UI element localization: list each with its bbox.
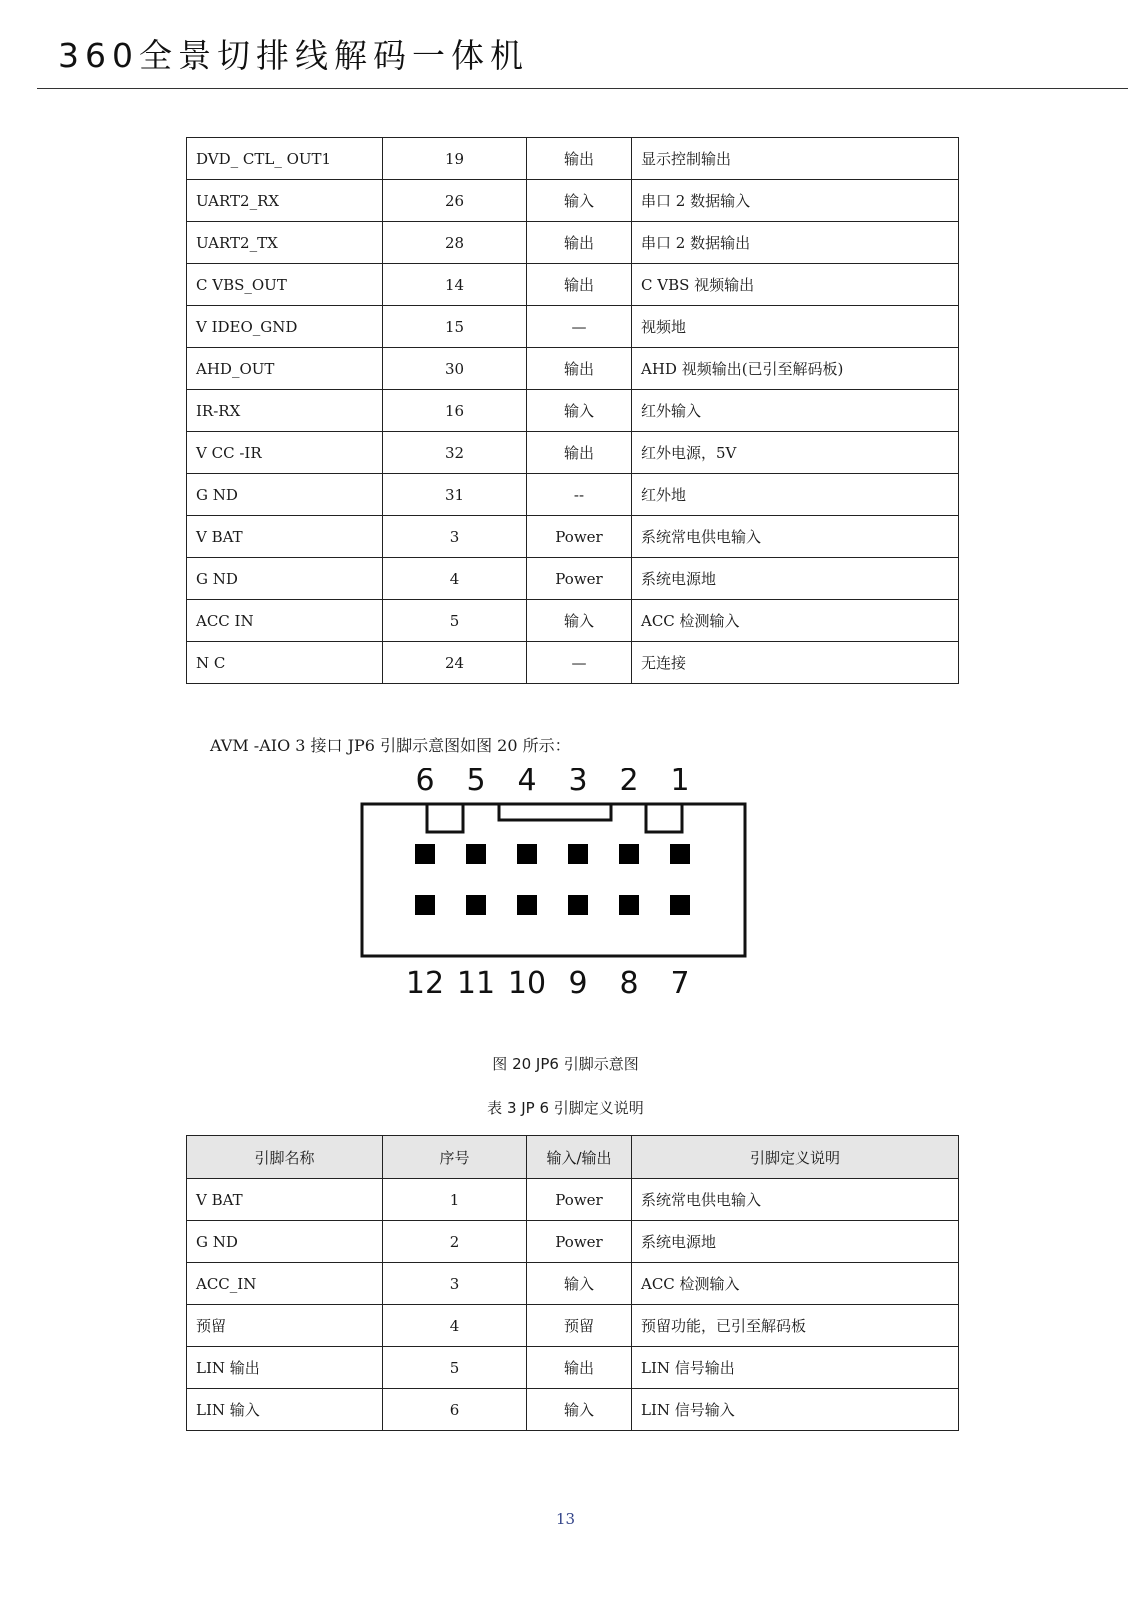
pin-name-cell: V BAT: [187, 1179, 383, 1221]
table-row: [187, 348, 959, 390]
io-cell: 输入: [527, 600, 632, 642]
pin-table-body: [187, 138, 959, 684]
io-cell: —: [527, 642, 632, 684]
pin-number-label: 8: [619, 966, 639, 1001]
table-row: [187, 180, 959, 222]
table-row: [187, 1179, 959, 1221]
pin-number-cell: 32: [383, 432, 527, 474]
pin-number-cell: 30: [383, 348, 527, 390]
pin-contact-2: [619, 844, 639, 864]
pin-number-cell: 31: [383, 474, 527, 516]
io-cell: Power: [527, 558, 632, 600]
header-divider: [37, 88, 1128, 89]
pin-number-cell: 14: [383, 264, 527, 306]
pin-number-label: 4: [517, 768, 537, 798]
pin-name-cell: G ND: [187, 558, 383, 600]
pin-table-body: [187, 1179, 959, 1431]
header-pin-number: 序号: [383, 1136, 527, 1179]
connector-key-left: [427, 804, 463, 832]
pin-contact-7: [670, 895, 690, 915]
pin-name-cell: V IDEO_GND: [187, 306, 383, 348]
pin-number-cell: 1: [383, 1179, 527, 1221]
pin-name-cell: G ND: [187, 1221, 383, 1263]
io-cell: —: [527, 306, 632, 348]
description-cell: C VBS 视频输出: [632, 264, 959, 306]
table-row: [187, 558, 959, 600]
io-cell: 输入: [527, 1389, 632, 1431]
pin-name-cell: DVD_ CTL_ OUT1: [187, 138, 383, 180]
pin-number-cell: 2: [383, 1221, 527, 1263]
io-cell: Power: [527, 1221, 632, 1263]
description-cell: AHD 视频输出(已引至解码板): [632, 348, 959, 390]
description-cell: 系统常电供电输入: [632, 1179, 959, 1221]
pin-number-cell: 5: [383, 600, 527, 642]
table-row: [187, 1263, 959, 1305]
io-cell: 输出: [527, 1347, 632, 1389]
pin-contact-8: [619, 895, 639, 915]
pin-name-cell: 预留: [187, 1305, 383, 1347]
pin-number-cell: 26: [383, 180, 527, 222]
table-row: [187, 516, 959, 558]
description-cell: LIN 信号输入: [632, 1389, 959, 1431]
description-cell: 视频地: [632, 306, 959, 348]
description-cell: 红外电源，5V: [632, 432, 959, 474]
pin-contact-5: [466, 844, 486, 864]
io-cell: 输出: [527, 432, 632, 474]
pin-number-cell: 24: [383, 642, 527, 684]
description-cell: 红外地: [632, 474, 959, 516]
table-row: [187, 1305, 959, 1347]
description-cell: ACC 检测输入: [632, 1263, 959, 1305]
pin-number-label: 12: [405, 966, 445, 1001]
io-cell: Power: [527, 516, 632, 558]
io-cell: --: [527, 474, 632, 516]
pin-number-label: 7: [670, 966, 690, 1001]
description-cell: 串口 2 数据输入: [632, 180, 959, 222]
header-description: 引脚定义说明: [632, 1136, 959, 1179]
connector-key-center: [499, 804, 611, 820]
pin-name-cell: ACC_IN: [187, 1263, 383, 1305]
jp6-connector-diagram: [360, 768, 760, 1013]
header-io: 输入/输出: [527, 1136, 632, 1179]
table-header-row: [187, 1136, 959, 1179]
description-cell: 显示控制输出: [632, 138, 959, 180]
pin-number-label: 5: [466, 768, 486, 798]
table-row: [187, 474, 959, 516]
table-row: [187, 222, 959, 264]
pin-number-cell: 28: [383, 222, 527, 264]
description-cell: 系统常电供电输入: [632, 516, 959, 558]
table-row: [187, 306, 959, 348]
table-row: [187, 1347, 959, 1389]
table-row: [187, 138, 959, 180]
pin-number-label: 3: [568, 768, 588, 798]
description-cell: 串口 2 数据输出: [632, 222, 959, 264]
io-cell: 预留: [527, 1305, 632, 1347]
pin-number-label: 6: [415, 768, 435, 798]
pin-number-cell: 4: [383, 1305, 527, 1347]
page-header-title: 360全景切排线解码一体机: [58, 36, 529, 75]
pin-number-label: 2: [619, 768, 639, 798]
pin-number-cell: 15: [383, 306, 527, 348]
table-row: [187, 600, 959, 642]
table-row: [187, 264, 959, 306]
pin-name-cell: V BAT: [187, 516, 383, 558]
pin-number-label: 11: [456, 966, 496, 1001]
pin-name-cell: ACC IN: [187, 600, 383, 642]
pin-contact-1: [670, 844, 690, 864]
description-cell: LIN 信号输出: [632, 1347, 959, 1389]
description-cell: 系统电源地: [632, 558, 959, 600]
pin-number-cell: 6: [383, 1389, 527, 1431]
description-cell: 系统电源地: [632, 1221, 959, 1263]
table-row: [187, 432, 959, 474]
pin-contact-3: [568, 844, 588, 864]
io-cell: 输出: [527, 348, 632, 390]
pin-number-cell: 19: [383, 138, 527, 180]
pin-contact-4: [517, 844, 537, 864]
io-cell: 输入: [527, 180, 632, 222]
pin-number-label: 1: [670, 768, 690, 798]
pin-number-cell: 3: [383, 1263, 527, 1305]
header-pin-name: 引脚名称: [187, 1136, 383, 1179]
table-row: [187, 1389, 959, 1431]
pin-number-cell: 3: [383, 516, 527, 558]
io-cell: 输入: [527, 1263, 632, 1305]
table-row: [187, 642, 959, 684]
pin-number-cell: 16: [383, 390, 527, 432]
pin-contact-10: [517, 895, 537, 915]
figure-caption: 图 20 JP6 引脚示意图: [492, 1055, 639, 1073]
table-caption: 表 3 JP 6 引脚定义说明: [487, 1099, 644, 1117]
figure-intro-text: AVM -AIO 3 接口 JP6 引脚示意图如图 20 所示：: [210, 736, 571, 755]
page-number: 13: [555, 1510, 576, 1528]
io-cell: 输入: [527, 390, 632, 432]
table-row: [187, 390, 959, 432]
pin-number-cell: 4: [383, 558, 527, 600]
description-cell: 无连接: [632, 642, 959, 684]
description-cell: ACC 检测输入: [632, 600, 959, 642]
table-row: [187, 1221, 959, 1263]
pin-name-cell: UART2_TX: [187, 222, 383, 264]
connector-housing: [362, 804, 745, 956]
pin-name-cell: V CC -IR: [187, 432, 383, 474]
pin-contact-11: [466, 895, 486, 915]
pin-contact-6: [415, 844, 435, 864]
connector-key-right: [646, 804, 682, 832]
io-cell: 输出: [527, 264, 632, 306]
pin-contact-12: [415, 895, 435, 915]
pin-number-label: 10: [507, 966, 547, 1001]
pin-number-label: 9: [568, 966, 588, 1001]
description-cell: 预留功能，已引至解码板: [632, 1305, 959, 1347]
pin-name-cell: UART2_RX: [187, 180, 383, 222]
pin-name-cell: N C: [187, 642, 383, 684]
pin-name-cell: LIN 输入: [187, 1389, 383, 1431]
pin-name-cell: G ND: [187, 474, 383, 516]
pin-name-cell: AHD_OUT: [187, 348, 383, 390]
jp6-pin-table: [186, 1135, 959, 1431]
pin-table-continued: [186, 137, 959, 684]
io-cell: 输出: [527, 138, 632, 180]
pin-contact-9: [568, 895, 588, 915]
pin-name-cell: LIN 输出: [187, 1347, 383, 1389]
pin-name-cell: C VBS_OUT: [187, 264, 383, 306]
pin-number-cell: 5: [383, 1347, 527, 1389]
io-cell: 输出: [527, 222, 632, 264]
description-cell: 红外输入: [632, 390, 959, 432]
pin-name-cell: IR-RX: [187, 390, 383, 432]
io-cell: Power: [527, 1179, 632, 1221]
